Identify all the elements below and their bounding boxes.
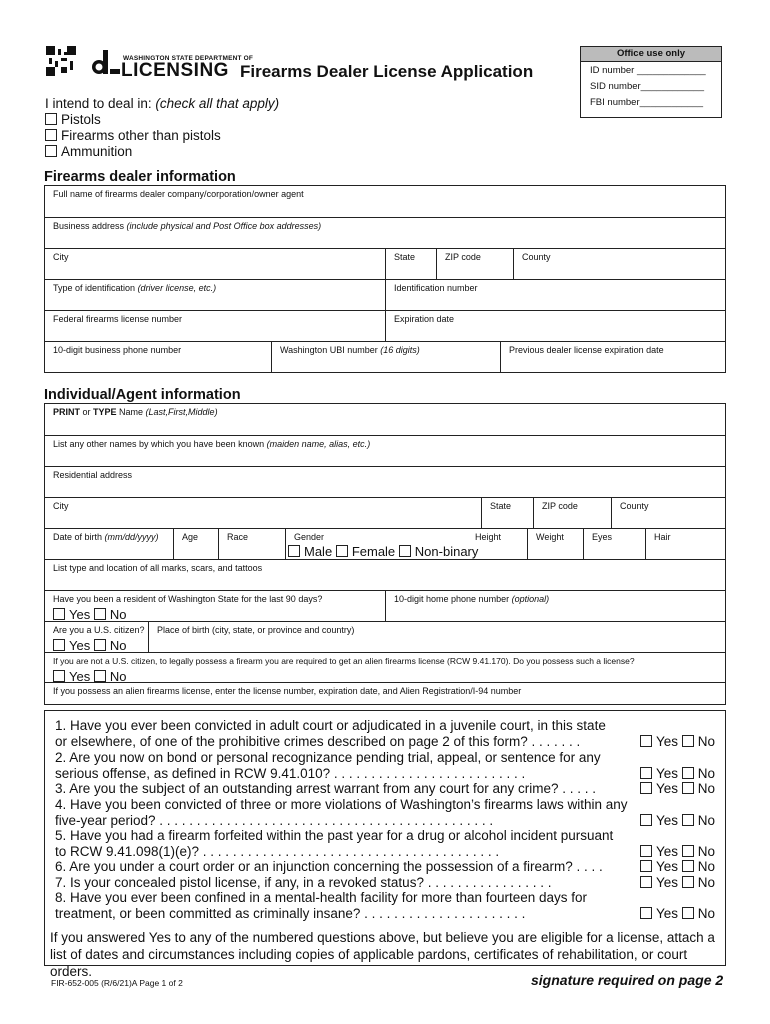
dob-label: Date of birth (53, 532, 105, 542)
business-phone-label: 10-digit business phone number (53, 345, 182, 355)
resident-field (45, 591, 385, 622)
question-8: 8. Have you ever been confined in a mental-health facility for more than fourteen days for treatment, or been committed as criminally insane? . . . . . . . . . . . . . . . . . . . . . . (55, 890, 588, 921)
dealer-full-name-field[interactable] (45, 186, 725, 217)
alien-yes-label: Yes (69, 669, 91, 684)
alien-info-field[interactable] (45, 683, 725, 705)
agent-county-field[interactable] (611, 498, 725, 529)
q8-answers: Yes No (640, 906, 715, 921)
page-title: Firearms Dealer License Application (240, 62, 534, 81)
dealer-zip-label: ZIP code (445, 252, 481, 262)
q3-answers: Yes No (640, 781, 715, 796)
question-6: 6. Are you under a court order or an injunction concerning the possession of a firearm? . . . . (55, 859, 603, 874)
race-label: Race (227, 532, 249, 542)
qr-code-icon (46, 46, 76, 76)
us-citizen-label: Are you a U.S. citizen? (53, 625, 145, 635)
dealer-state-field[interactable] (385, 249, 436, 280)
age-label: Age (182, 532, 199, 542)
height-field[interactable] (467, 529, 535, 560)
home-phone-label: 10-digit home phone number (394, 594, 512, 604)
dob-field[interactable] (45, 529, 173, 560)
q4-yes-checkbox[interactable] (640, 814, 652, 826)
ammunition-label: Ammunition (61, 144, 133, 159)
q6-no-checkbox[interactable] (682, 860, 694, 872)
dealer-county-label: County (522, 252, 551, 262)
q8-no-checkbox[interactable] (682, 907, 694, 919)
alien-no-label: No (109, 669, 127, 684)
type-label: TYPE (93, 407, 117, 417)
office-use-box (580, 46, 722, 118)
q7-no-checkbox[interactable] (682, 876, 694, 888)
female-label: Female (351, 544, 396, 559)
height-label: Height (475, 532, 502, 542)
previous-expiration-label: Previous dealer license expiration date (509, 345, 664, 355)
agent-state-field[interactable] (481, 498, 533, 529)
office-sid-number[interactable]: SID number____________ (590, 81, 705, 92)
marks-field[interactable] (45, 560, 725, 591)
q4-no-checkbox[interactable] (682, 814, 694, 826)
deal-in-note: (check all that apply) (155, 96, 280, 111)
id-number-label: Identification number (394, 283, 478, 293)
q5-yes-checkbox[interactable] (640, 845, 652, 857)
business-address-note: (include physical and Post Office box addresses) (126, 221, 322, 231)
dealer-section-heading: Firearms dealer information (44, 169, 236, 185)
resident-yes-label: Yes (69, 607, 91, 622)
gender-field (285, 529, 479, 560)
residential-address-label: Residential address (53, 470, 133, 480)
gender-label: Gender (294, 532, 325, 542)
q7-yes-checkbox[interactable] (640, 876, 652, 888)
eyes-field[interactable] (583, 529, 645, 560)
agent-zip-field[interactable] (533, 498, 611, 529)
q1-yes-checkbox[interactable] (640, 735, 652, 747)
other-names-field[interactable] (45, 436, 725, 467)
agent-state-label: State (490, 501, 512, 511)
id-type-label: Type of identification (53, 283, 138, 293)
agent-info-grid (44, 403, 726, 705)
name-note: (Last,First,Middle) (145, 407, 218, 417)
office-use-heading: Office use only (581, 47, 721, 62)
dealer-zip-field[interactable] (436, 249, 513, 280)
q7-answers: Yes No (640, 875, 715, 890)
residential-address-field[interactable] (45, 467, 725, 498)
business-phone-field[interactable] (45, 342, 271, 373)
citizen-yes-checkbox[interactable] (53, 639, 65, 651)
alien-no-checkbox[interactable] (94, 670, 106, 682)
other-names-note: (maiden name, alias, etc.) (266, 439, 371, 449)
marks-label: List type and location of all marks, scars, and tattoos (53, 563, 263, 573)
resident-no-checkbox[interactable] (94, 608, 106, 620)
q5-answers: Yes No (640, 844, 715, 859)
eligibility-note: If you answered Yes to any of the numbered questions above, but believe you are eligible for a license, attach a list of dates and circumstances including copies of applicable pardons, certificates of rehabilitation, or court orders. (50, 930, 715, 979)
dealer-info-grid (44, 185, 726, 373)
signature-required-note: signature required on page 2 (531, 972, 724, 988)
hair-field[interactable] (645, 529, 725, 560)
form-id: FIR-652-005 (R/6/21)A Page 1 of 2 (51, 978, 183, 988)
resident-label: Have you been a resident of Washington State for the last 90 days? (53, 594, 323, 604)
q2-no-checkbox[interactable] (682, 767, 694, 779)
dealer-city-label: City (53, 252, 69, 262)
resident-no-label: No (109, 607, 127, 622)
question-1: 1. Have you ever been convicted in adult court or adjudicated in a juvenile court, in this state or elsewhere, of one of the prohibitive crimes described on page 2 of this form? . . . . . . . (55, 718, 606, 749)
q6-answers: Yes No (640, 859, 715, 874)
previous-expiration-field[interactable] (500, 342, 725, 373)
question-7: 7. Is your concealed pistol license, if any, in a revoked status? . . . . . . . . . . . . . . . . . (55, 875, 552, 890)
dol-logo-icon (90, 50, 120, 76)
ubi-number-label: Washington UBI number (280, 345, 381, 355)
male-checkbox[interactable] (288, 545, 300, 557)
agent-name-field[interactable] (45, 404, 725, 435)
weight-label: Weight (536, 532, 564, 542)
name-label: Name (116, 407, 146, 417)
pistols-label: Pistols (61, 112, 101, 127)
alien-license-field (45, 653, 725, 683)
pistols-checkbox[interactable] (45, 113, 57, 125)
q1-answers: Yes No (640, 734, 715, 749)
id-type-note: (driver license, etc.) (137, 283, 217, 293)
firearms-other-label: Firearms other than pistols (61, 128, 221, 143)
agent-city-field[interactable] (45, 498, 481, 529)
id-number-field[interactable] (385, 280, 725, 311)
question-4: 4. Have you been convicted of three or more violations of Washington’s firearms laws within any five-year period? . . . . . . . . . . . . . . . . . . . . . . . . . . . . . . . . . . . . . . . . . . . . . (55, 797, 628, 828)
agent-zip-label: ZIP code (542, 501, 578, 511)
agent-county-label: County (620, 501, 649, 511)
question-3: 3. Are you the subject of an outstanding arrest warrant from any court for any crime? . . . . . (55, 781, 597, 796)
ammunition-checkbox[interactable] (45, 145, 57, 157)
dob-note: (mm/dd/yyyy) (104, 532, 159, 542)
hair-label: Hair (654, 532, 671, 542)
dealer-county-field[interactable] (513, 249, 725, 280)
q8-yes-checkbox[interactable] (640, 907, 652, 919)
non-binary-checkbox[interactable] (399, 545, 411, 557)
office-fbi-number[interactable]: FBI number____________ (590, 97, 704, 108)
ubi-number-note: (16 digits) (380, 345, 420, 355)
q2-answers: Yes No (640, 766, 715, 781)
deal-in-section (45, 96, 279, 160)
alien-info-label: If you possess an alien firearms license, enter the license number, expiration date, and Alien Registration/I-94 number (53, 686, 522, 696)
non-binary-label: Non-binary (414, 544, 479, 559)
birthplace-label: Place of birth (city, state, or province and country) (157, 625, 355, 635)
q5-no-checkbox[interactable] (682, 845, 694, 857)
expiration-date-field[interactable] (385, 311, 725, 342)
department-line: WASHINGTON STATE DEPARTMENT OF (123, 55, 254, 62)
citizen-no-checkbox[interactable] (94, 639, 106, 651)
q4-answers: Yes No (640, 813, 715, 828)
citizen-yes-label: Yes (69, 638, 91, 653)
ffl-number-field[interactable] (45, 311, 385, 342)
agent-city-label: City (53, 501, 69, 511)
other-names-label: List any other names by which you have been known (53, 439, 267, 449)
us-citizen-field (45, 622, 148, 653)
alien-license-question: If you are not a U.S. citizen, to legally possess a firearm you are required to get an alien firearms license (RCW 9.41.170). Do you possess such a license? (53, 656, 635, 666)
q3-no-checkbox[interactable] (682, 782, 694, 794)
home-phone-note: (optional) (511, 594, 550, 604)
id-type-field[interactable] (45, 280, 385, 311)
age-field[interactable] (173, 529, 218, 560)
q1-no-checkbox[interactable] (682, 735, 694, 747)
licensing-wordmark: LICENSING (121, 60, 229, 81)
ffl-number-label: Federal firearms license number (53, 314, 183, 324)
office-id-number[interactable]: ID number _____________ (590, 65, 706, 76)
question-2: 2. Are you now on bond or personal recognizance pending trial, appeal, or sentence for any serious offense, as defined in RCW 9.41.010? . . . . . . . . . . . . . . . . . . . . . . . . . . (55, 750, 601, 781)
business-address-field[interactable] (45, 218, 725, 249)
expiration-date-label: Expiration date (394, 314, 455, 324)
race-field[interactable] (218, 529, 285, 560)
birthplace-field[interactable] (148, 622, 725, 653)
resident-yes-checkbox[interactable] (53, 608, 65, 620)
citizen-no-label: No (109, 638, 127, 653)
q6-yes-checkbox[interactable] (640, 860, 652, 872)
print-label: PRINT (53, 407, 80, 417)
weight-field[interactable] (527, 529, 583, 560)
question-5: 5. Have you had a firearm forfeited within the past year for a drug or alcohol incident pursuant to RCW 9.41.098(1)(e)? . . . . . . . . . . . . . . . . . . . . . . . . . . . . . . . . . . . . . . . . (55, 828, 614, 859)
dealer-state-label: State (394, 252, 416, 262)
alien-yes-checkbox[interactable] (53, 670, 65, 682)
female-checkbox[interactable] (336, 545, 348, 557)
or-label: or (80, 407, 94, 417)
business-address-label: Business address (53, 221, 127, 231)
dealer-city-field[interactable] (45, 249, 385, 280)
male-label: Male (304, 544, 333, 559)
dealer-full-name-label: Full name of firearms dealer company/corporation/owner agent (53, 189, 304, 199)
deal-in-prompt: I intend to deal in: (45, 96, 156, 111)
q3-yes-checkbox[interactable] (640, 782, 652, 794)
home-phone-field[interactable] (385, 591, 725, 622)
eyes-label: Eyes (592, 532, 613, 542)
firearms-other-checkbox[interactable] (45, 129, 57, 141)
q2-yes-checkbox[interactable] (640, 767, 652, 779)
ubi-number-field[interactable] (271, 342, 500, 373)
agent-section-heading: Individual/Agent information (44, 387, 241, 403)
